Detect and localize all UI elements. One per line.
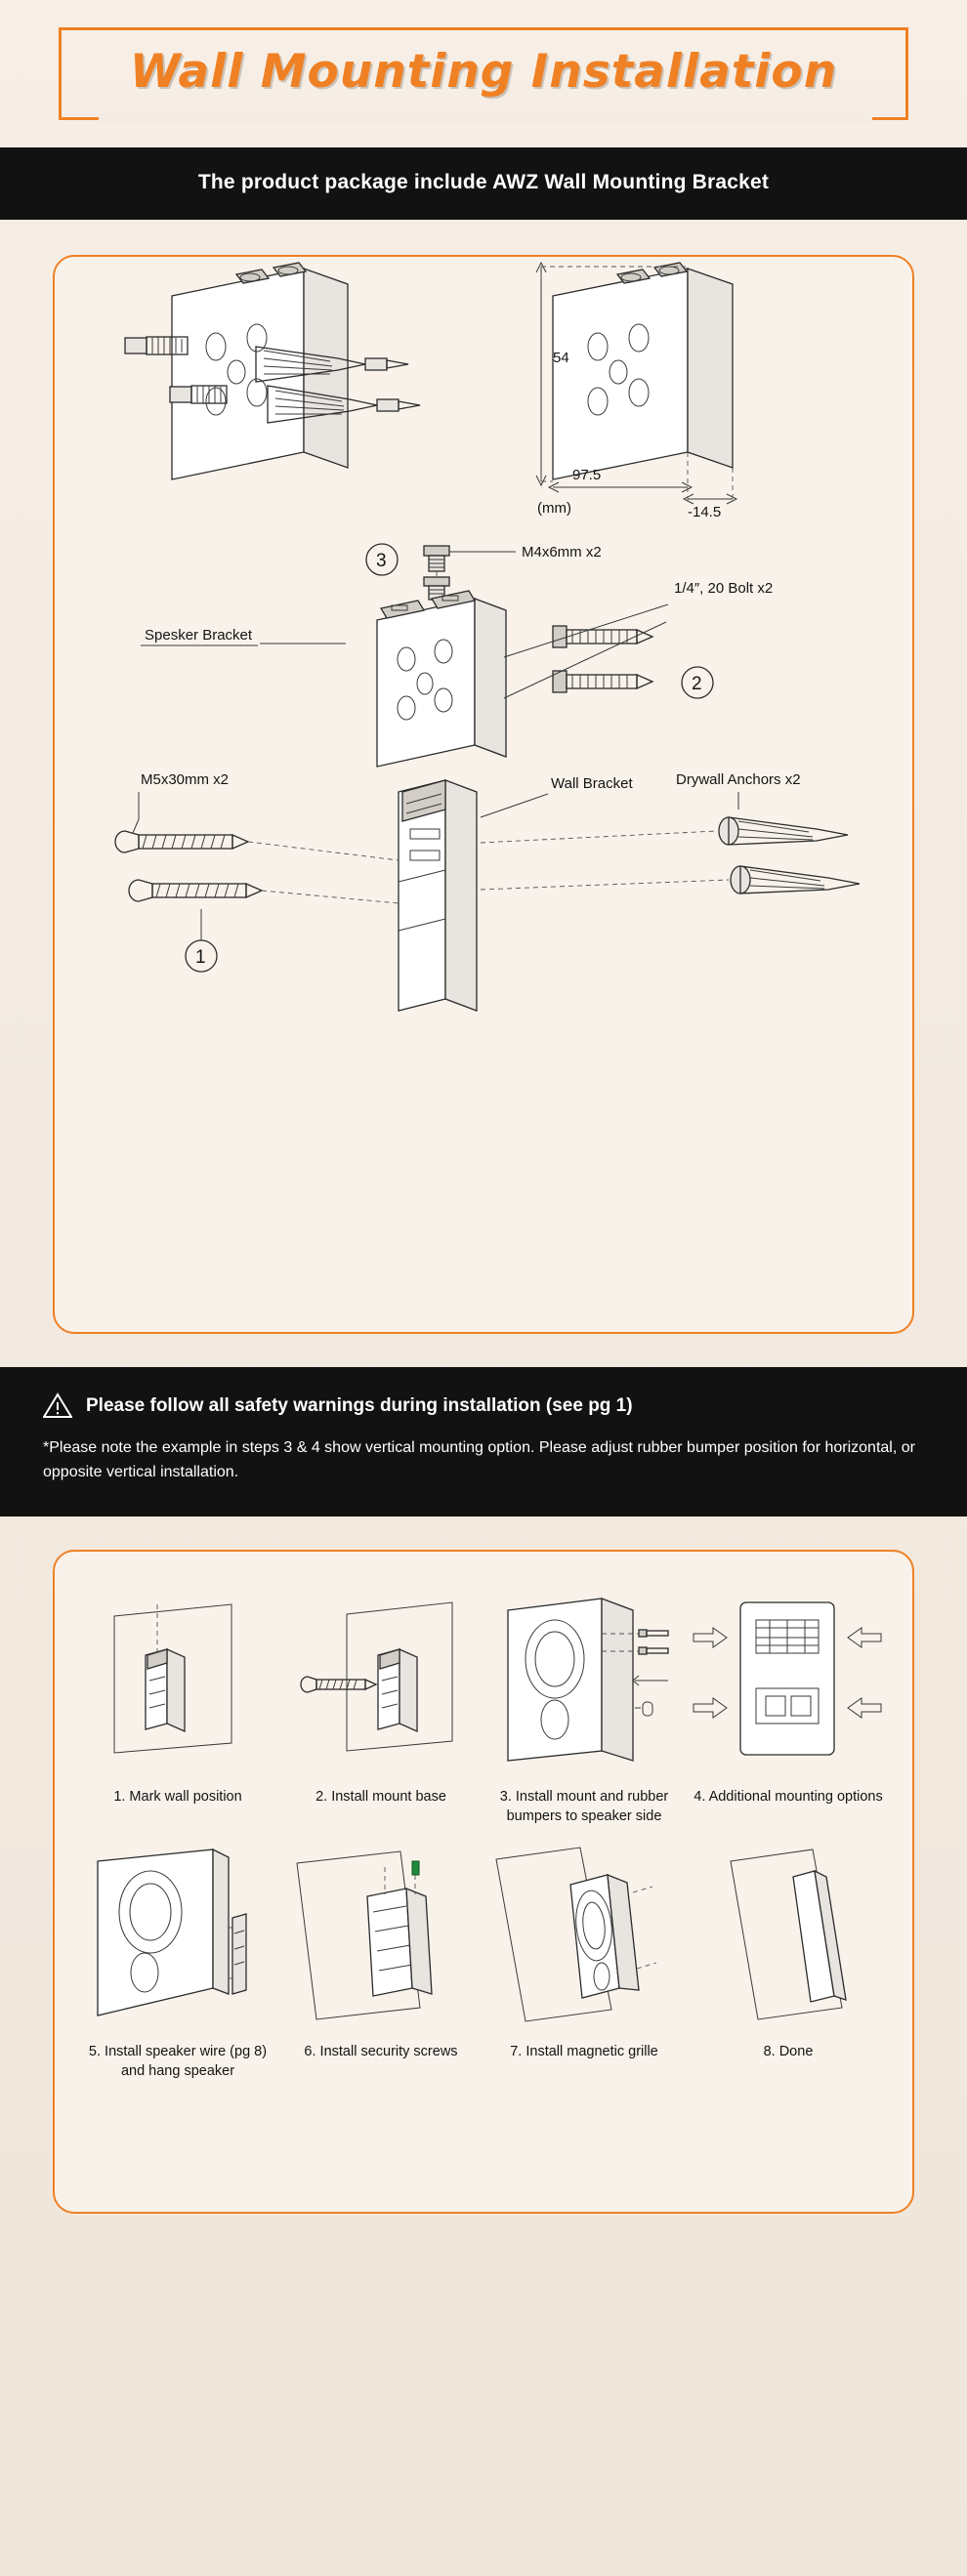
bolt-graphic xyxy=(553,671,652,692)
step-illustration-2 xyxy=(288,1577,474,1782)
dimension-view xyxy=(536,263,736,520)
exploded-diagram xyxy=(55,257,912,1331)
steps-panel xyxy=(53,1550,914,2214)
m5-screw-graphic xyxy=(129,880,262,901)
step-illustration-5 xyxy=(80,1832,275,2037)
exploded-diagram-panel xyxy=(53,255,914,1334)
screw-graphic xyxy=(301,1677,376,1692)
step-caption: 6. Install security screws xyxy=(304,2044,458,2060)
callout-bolt: 1/4″, 20 Bolt x2 xyxy=(674,580,774,598)
step-illustration-7 xyxy=(486,1832,682,2037)
step-number-3: 3 xyxy=(376,551,387,572)
title-section xyxy=(0,0,967,128)
step-illustration-3 xyxy=(486,1577,682,1782)
step-illustration-4 xyxy=(686,1577,891,1782)
step-caption: 3. Install mount and rubber bumpers to speaker side xyxy=(499,1788,669,1824)
warning-headline: Please follow all safety warnings during installation (see pg 1) xyxy=(86,1394,633,1416)
title-frame xyxy=(59,27,908,120)
step-caption: 4. Additional mounting options xyxy=(694,1788,883,1805)
speaker-bracket-assembly xyxy=(141,591,506,767)
step-number-2: 2 xyxy=(692,674,702,695)
security-screw-graphic xyxy=(412,1861,419,1894)
step-caption: 2. Install mount base xyxy=(315,1788,446,1805)
step-illustration-6 xyxy=(283,1832,479,2037)
callout-m5-screw: M5x30mm x2 xyxy=(141,771,230,789)
step-illustration-1 xyxy=(85,1577,271,1782)
callout-m4-screw: M4x6mm x2 xyxy=(522,544,602,561)
step2-group xyxy=(504,580,773,698)
subtitle-text: The product package include AWZ Wall Mounting Bracket xyxy=(197,171,770,194)
callout-speaker-bracket: Spesker Bracket xyxy=(145,627,253,644)
callout-wall-bracket: Wall Bracket xyxy=(551,775,633,793)
m5-screw-graphic xyxy=(115,831,248,852)
dimension-width: 97.5 xyxy=(572,467,602,484)
step-item xyxy=(686,1832,891,2081)
step-caption: 7. Install magnetic grille xyxy=(510,2044,658,2060)
step-item xyxy=(76,1832,279,2081)
hardware-parts xyxy=(633,1630,668,1716)
top-left-assembly xyxy=(125,263,420,479)
step-illustration-8 xyxy=(695,1832,881,2037)
drywall-anchor-graphic xyxy=(719,817,848,845)
step-item xyxy=(76,1577,279,1826)
dimension-height: 54 xyxy=(553,350,569,367)
drywall-anchor-graphic xyxy=(731,866,860,893)
step-item xyxy=(279,1832,483,2081)
dimension-unit: (mm) xyxy=(537,500,571,518)
step-caption: 1. Mark wall position xyxy=(113,1788,242,1805)
safety-warning-block xyxy=(0,1367,967,1517)
page-title: Wall Mounting Installation xyxy=(129,45,838,99)
step-item xyxy=(483,1577,686,1826)
warning-note: *Please note the example in steps 3 & 4 show vertical mounting option. Please adjust rubber bumper position for horizontal, or opposite vertical installation. xyxy=(43,1439,915,1481)
step-caption: 8. Done xyxy=(763,2044,814,2060)
step-number-1: 1 xyxy=(195,947,206,969)
wall-bracket-assembly xyxy=(115,771,860,1011)
step-item xyxy=(686,1577,891,1826)
step-item xyxy=(279,1577,483,1826)
callout-drywall-anchors: Drywall Anchors x2 xyxy=(676,771,801,789)
m4-screw-graphic xyxy=(424,546,449,571)
subtitle-bar xyxy=(0,147,967,220)
dimension-depth: -14.5 xyxy=(688,504,722,521)
warning-headline-row xyxy=(43,1392,924,1419)
step-caption: 5. Install speaker wire (pg 8) and hang speaker xyxy=(88,2044,268,2079)
step-item xyxy=(483,1832,686,2081)
warning-triangle-icon xyxy=(43,1392,72,1419)
steps-grid xyxy=(55,1552,912,2091)
